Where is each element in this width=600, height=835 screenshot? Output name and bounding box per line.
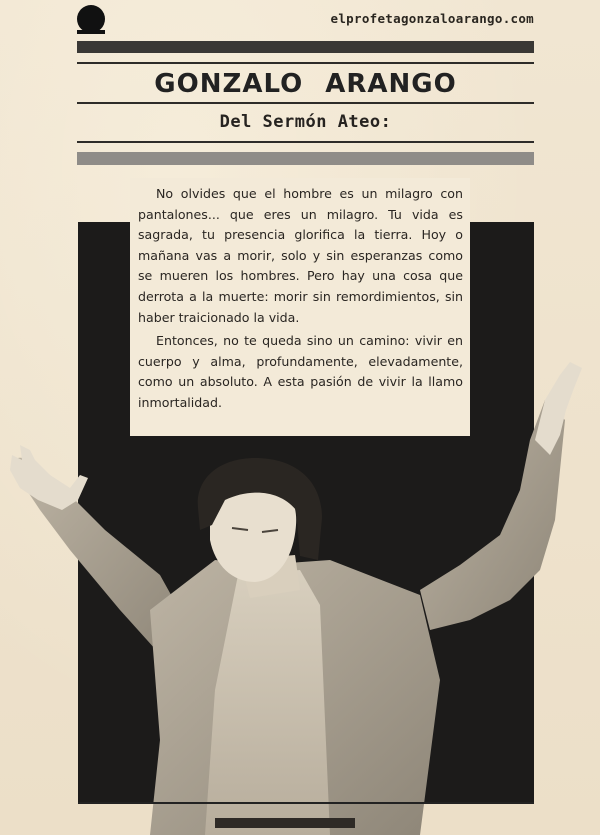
quote-paragraph-1: No olvides que el hombre es un milagro con pantalones... que eres un milagro. Tu vida es sagrada, tu presencia glorifica la tierra. Hoy o mañana vas a morir, solo y sin esperanzas como se mueren los hombres. Pero hay una cosa que derrota a la muerte: morir sin remordimientos, sin haber traicionado la vida. [138, 186, 463, 325]
circle-logo-icon [77, 5, 105, 33]
title-bottom-rule [77, 102, 534, 104]
quote-paragraph-2: Entonces, no te queda sino un camino: vivir en cuerpo y alma, profundamente, elevadamente, como un absoluto. A esta pasión de vivir la llamo inmortalidad. [138, 333, 463, 410]
top-dark-bar [77, 41, 534, 53]
quote-box [130, 178, 470, 436]
site-url[interactable]: elprofetagonzaloarango.com [330, 11, 534, 26]
bottom-rule [78, 802, 534, 804]
page-subtitle: Del Sermón Ateo: [219, 112, 392, 132]
belt [215, 818, 355, 828]
left-hand [10, 445, 88, 510]
page-title: GONZALO ARANGO [154, 69, 457, 99]
title-top-rule [77, 62, 534, 64]
grey-divider-bar [77, 152, 534, 165]
logo-underline [77, 30, 105, 34]
subtitle-bottom-rule [77, 141, 534, 143]
